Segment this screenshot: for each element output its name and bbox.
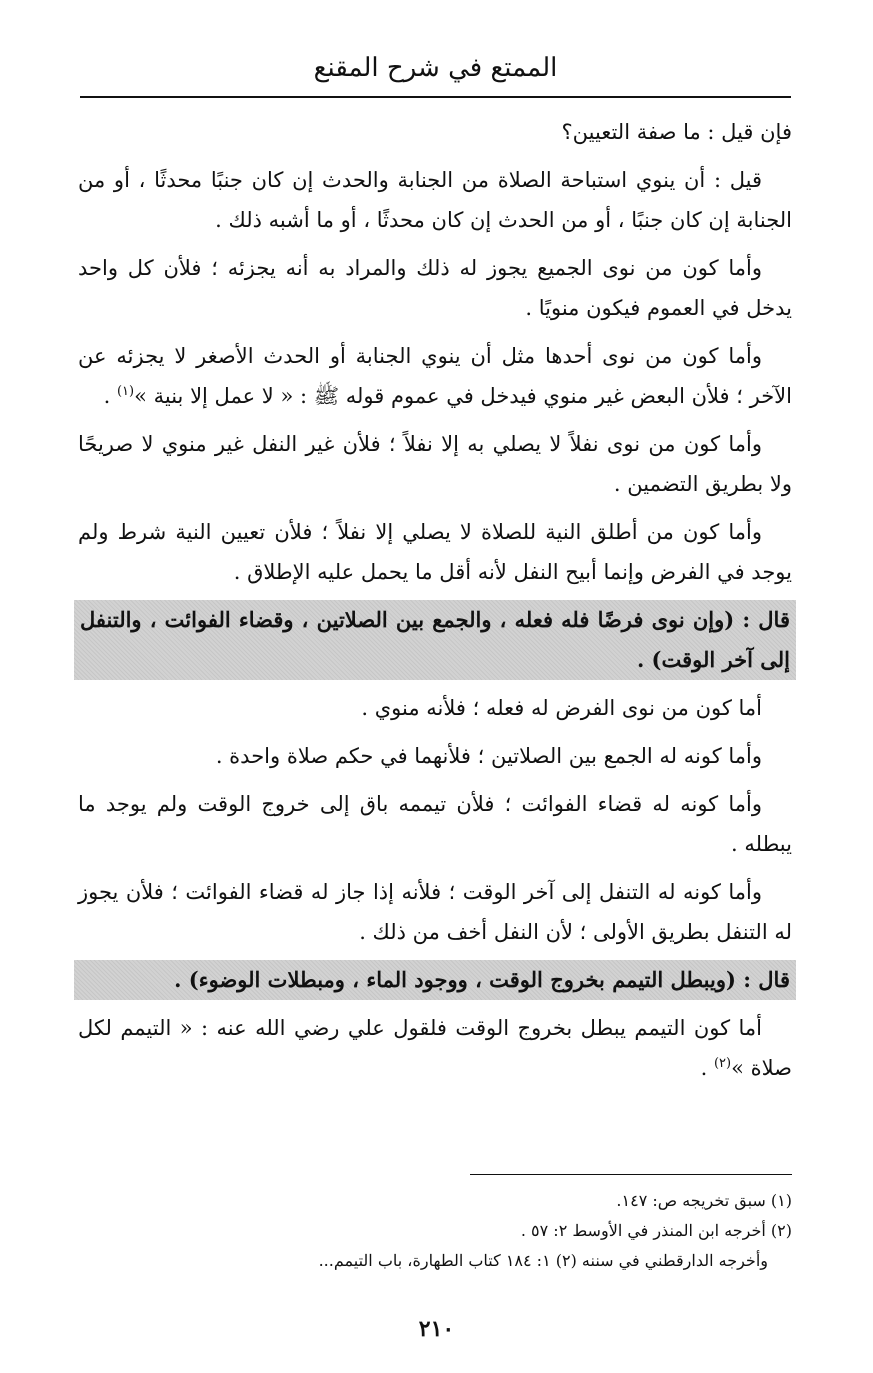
highlighted-matn-2: قال : (ويبطل التيمم بخروج الوقت ، ووجود الماء ، ومبطلات الوضوء) . (74, 960, 796, 1000)
footnote-1: (١) سبق تخريجه ص: ١٤٧. (616, 1191, 792, 1210)
footnote-2-cont: وأخرجه الدارقطني في سننه (٢) ١: ١٨٤ كتاب الطهارة، باب التيمم... (318, 1251, 768, 1270)
paragraph-tayammum-expiry: أما كون التيمم يبطل بخروج الوقت فلقول علي رضي الله عنه : « التيمم لكل صلاة »$^{(٢)}$ . (78, 1016, 792, 1080)
footnote-rule (470, 1174, 792, 1175)
paragraph-nafl: وأما كون من نوى نفلاً لا يصلي به إلا نفلاً ؛ فلأن غير النفل غير منوي لا صريحًا ولا بطريق التضمين . (78, 432, 792, 496)
footnote-ref-1: (١) (116, 384, 135, 399)
paragraph-missed-prayers: وأما كونه له قضاء الفوائت ؛ فلأن تيممه باق إلى خروج الوقت ولم يوجد ما يبطله . (78, 792, 792, 856)
footnote-2: (٢) أخرجه ابن المنذر في الأوسط ٢: ٥٧ . (520, 1221, 792, 1240)
running-header: الممتع في شرح المقنع (313, 53, 558, 83)
paragraph-all-intention: وأما كون من نوى الجميع يجوز له ذلك والمراد به أنه يجزئه ؛ فلأن كل واحد يدخل في العموم فيكون منويًا . (78, 256, 792, 320)
paragraph-question: فإن قيل : ما صفة التعيين؟ (561, 120, 792, 144)
paragraph-one-intention: وأما كون من نوى أحدها مثل أن ينوي الجنابة أو الحدث الأصغر لا يجزئه عن الآخر ؛ فلأن البعض غير منوي فيدخل في عموم قوله ﷺ : « لا عمل إلا بنية »$^{(١)}$ . (78, 344, 792, 408)
footnote-ref-2: (٢) (713, 1056, 732, 1071)
page-number: ٢١٠ (418, 1316, 455, 1342)
header-rule (80, 96, 791, 98)
footnotes (78, 1186, 792, 1276)
main-text (78, 112, 792, 1096)
paragraph-fard: أما كون من نوى الفرض له فعله ؛ فلأنه منوي . (361, 696, 762, 720)
highlighted-matn-1: قال : (وإن نوى فرضًا فله فعله ، والجمع بين الصلاتين ، وقضاء الفوائت ، والتنفل إلى آخر الوقت) . (74, 600, 796, 680)
paragraph-answer: قيل : أن ينوي استباحة الصلاة من الجنابة والحدث إن كان جنبًا محدثًا ، أو من الجنابة إن كان جنبًا ، أو من الحدث إن كان محدثًا ، أو ما أشبه ذلك . (78, 168, 792, 232)
paragraph-tanafful: وأما كونه له التنفل إلى آخر الوقت ؛ فلأنه إذا جاز له قضاء الفوائت ؛ فلأن يجوز له التنفل بطريق الأولى ؛ لأن النفل أخف من ذلك . (78, 880, 792, 944)
paragraph-combine: وأما كونه له الجمع بين الصلاتين ؛ فلأنهما في حكم صلاة واحدة . (215, 744, 762, 768)
paragraph-absolute-intention: وأما كون من أطلق النية للصلاة لا يصلي إلا نفلاً ؛ فلأن تعيين النية شرط ولم يوجد في الفرض وإنما أبيح النفل لأنه أقل ما يحمل عليه الإطلاق . (78, 520, 792, 584)
